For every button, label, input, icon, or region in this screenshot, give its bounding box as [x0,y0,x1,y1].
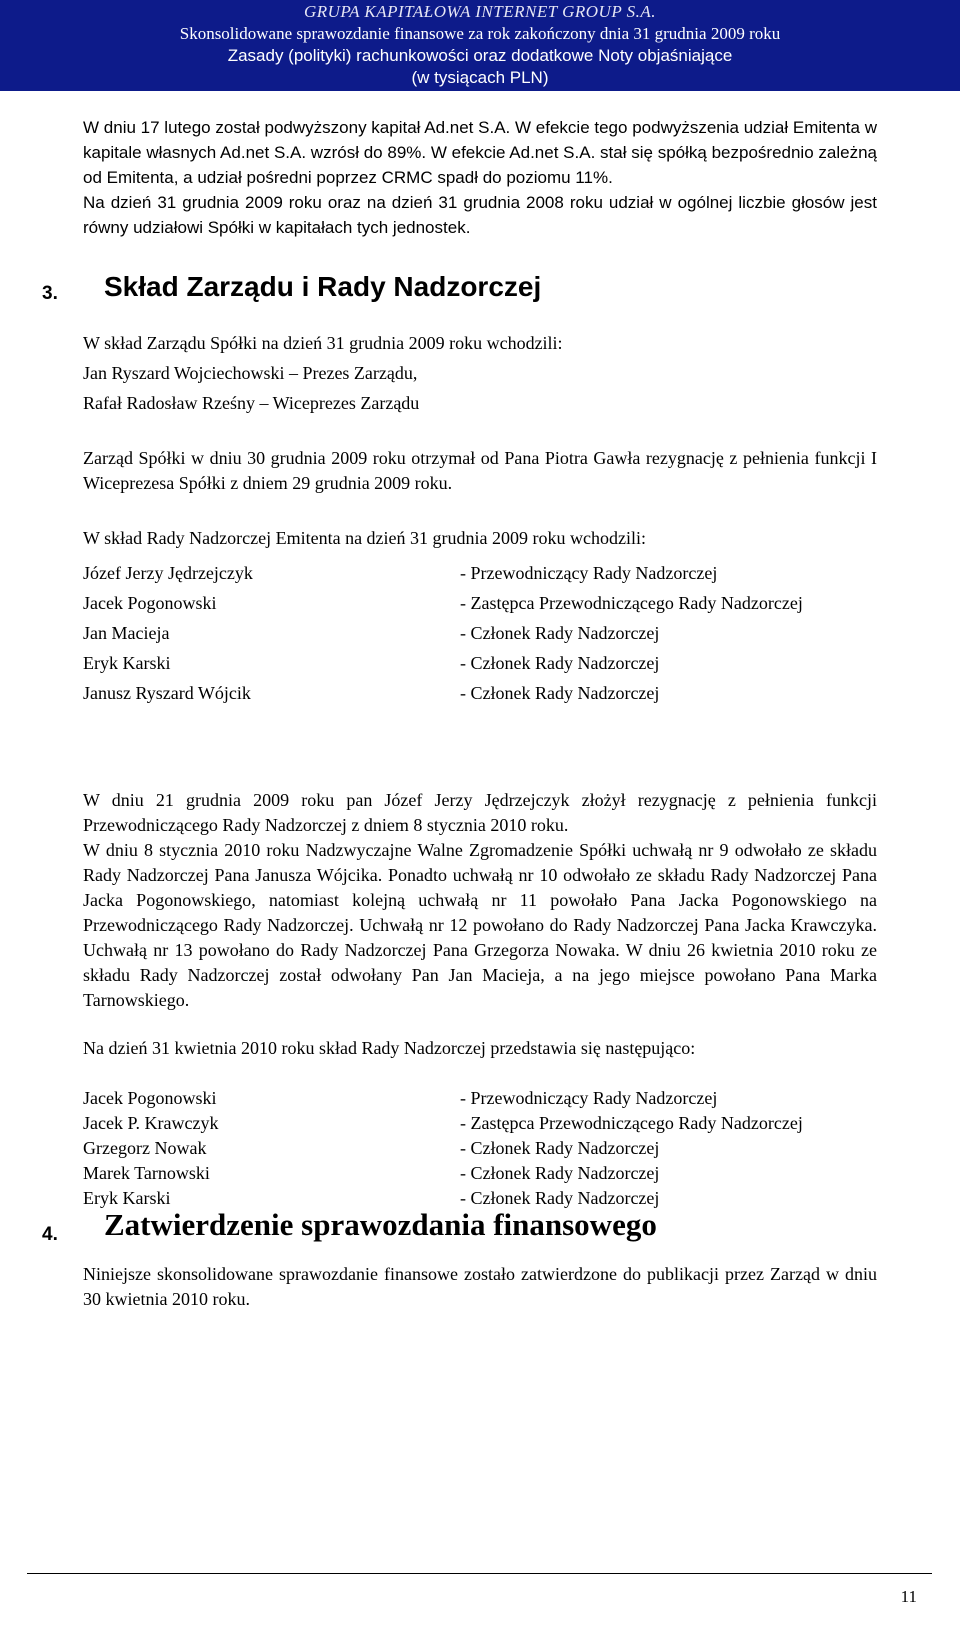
board-member-role: - Członek Rady Nadzorczej [460,653,660,673]
header-notes-title: Zasady (polityki) rachunkowości oraz dodatkowe Noty objaśniające [227,46,733,65]
board-member-name: Jacek Pogonowski [83,1088,217,1108]
board-member-name: Marek Tarnowski [83,1163,210,1183]
header-currency: (w tysiącach PLN) [411,68,549,87]
board-member-role: - Członek Rady Nadzorczej [460,1188,660,1208]
section-4-title: Zatwierdzenie sprawozdania finansowego [104,1207,657,1242]
board-2009-row [83,621,877,646]
management-intro: W skład Zarządu Spółki na dzień 31 grudnia 2009 roku wchodzili: [83,333,563,353]
section-3-title: Skład Zarządu i Rady Nadzorczej [104,271,542,302]
board-member-name: Jan Macieja [83,623,170,643]
footer-divider [27,1573,932,1574]
board-member-role: - Członek Rady Nadzorczej [460,1163,660,1183]
management-member-2: Rafał Radosław Rześny – Wiceprezes Zarządu [83,393,420,413]
board-2010-row [83,1161,877,1186]
board-member-role: - Zastępca Przewodniczącego Rady Nadzorczej [460,1113,803,1133]
board-member-name: Jacek P. Krawczyk [83,1113,219,1133]
board-member-role: - Zastępca Przewodniczącego Rady Nadzorczej [460,593,803,613]
board-member-name: Grzegorz Nowak [83,1138,207,1158]
board-member-role: - Przewodniczący Rady Nadzorczej [460,1088,718,1108]
header-report-title: Skonsolidowane sprawozdanie finansowe za rok zakończony dnia 31 grudnia 2009 roku [179,24,781,43]
board-member-name: Eryk Karski [83,1188,171,1208]
board-2010-row [83,1136,877,1161]
section-4-number: 4. [42,1224,58,1245]
board-2009-row [83,651,877,676]
intro-paragraph-1: W dniu 17 lutego został podwyższony kapitał Ad.net S.A. W efekcie tego podwyższenia udział Emitenta w kapitale własnych Ad.net S.A. wzrósł do 89%. W efekcie Ad.net S.A. stał się spółką bezpośrednio zależną od Emitenta, a udział pośredni poprzez CRMC spadł do poziomu 11%. [83,118,877,187]
board-2009-row [83,591,877,616]
board-member-role: - Członek Rady Nadzorczej [460,1138,660,1158]
board-2010-row [83,1086,877,1111]
board-2010-intro: Na dzień 31 kwietnia 2010 roku skład Rady Nadzorczej przedstawia się następująco: [83,1038,696,1058]
board-member-name: Eryk Karski [83,653,171,673]
board-2009-row [83,681,877,706]
board-member-role: - Członek Rady Nadzorczej [460,623,660,643]
board-2009-row [83,561,877,586]
page-number: 11 [900,1587,917,1606]
board-2010-row [83,1111,877,1136]
approval-paragraph: Niniejsze skonsolidowane sprawozdanie finansowe zostało zatwierdzone do publikacji przez Zarząd w dniu 30 kwietnia 2010 roku. [83,1264,877,1309]
board-member-role: - Członek Rady Nadzorczej [460,683,660,703]
document-header [0,0,960,91]
board-changes-paragraph-1: W dniu 21 grudnia 2009 roku pan Józef Jerzy Jędrzejczyk złożył rezygnację z pełnienia funkcji Przewodniczącego Rady Nadzorczej z dniem 8 stycznia 2010 roku. [83,790,877,835]
section-3-number: 3. [42,283,58,304]
management-member-1: Jan Ryszard Wojciechowski – Prezes Zarządu, [83,363,418,383]
intro-paragraph-2: Na dzień 31 grudnia 2009 roku oraz na dzień 31 grudnia 2008 roku udział w ogólnej liczbie głosów jest równy udziałowi Spółki w kapitałach tych jednostek. [83,193,877,237]
board-2009-intro: W skład Rady Nadzorczej Emitenta na dzień 31 grudnia 2009 roku wchodzili: [83,528,647,548]
board-changes-paragraph-2: W dniu 8 stycznia 2010 roku Nadzwyczajne Walne Zgromadzenie Spółki uchwałą nr 9 odwołało ze składu Rady Nadzorczej Pana Janusza Wójcika. Ponadto uchwałą nr 10 odwołało ze składu Rady Nadzorczej Pana Jacka Pogonowskiego, natomiast kolejną uchwałą nr 11 powołało Pana Jacka Pogonowskiego na Przewodniczącego Rady Nadzorczej. Uchwałą nr 12 powołano do Rady Nadzorczej Pana Jacka Krawczyka. Uchwałą nr 13 powołano do Rady Nadzorczej Pana Grzegorza Nowaka. W dniu 26 kwietnia 2010 roku ze składu Rady Nadzorczej został odwołany Pan Jan Macieja, a na jego miejsce powołano Pana Marka Tarnowskiego. [83,840,877,1010]
board-member-name: Janusz Ryszard Wójcik [83,683,251,703]
header-company: GRUPA KAPITAŁOWA INTERNET GROUP S.A. [303,2,657,21]
board-member-name: Józef Jerzy Jędrzejczyk [83,563,253,583]
resignation-paragraph: Zarząd Spółki w dniu 30 grudnia 2009 roku otrzymał od Pana Piotra Gawła rezygnację z pełnienia funkcji I Wiceprezesa Spółki z dniem 29 grudnia 2009 roku. [83,448,877,493]
board-member-role: - Przewodniczący Rady Nadzorczej [460,563,718,583]
board-member-name: Jacek Pogonowski [83,593,217,613]
